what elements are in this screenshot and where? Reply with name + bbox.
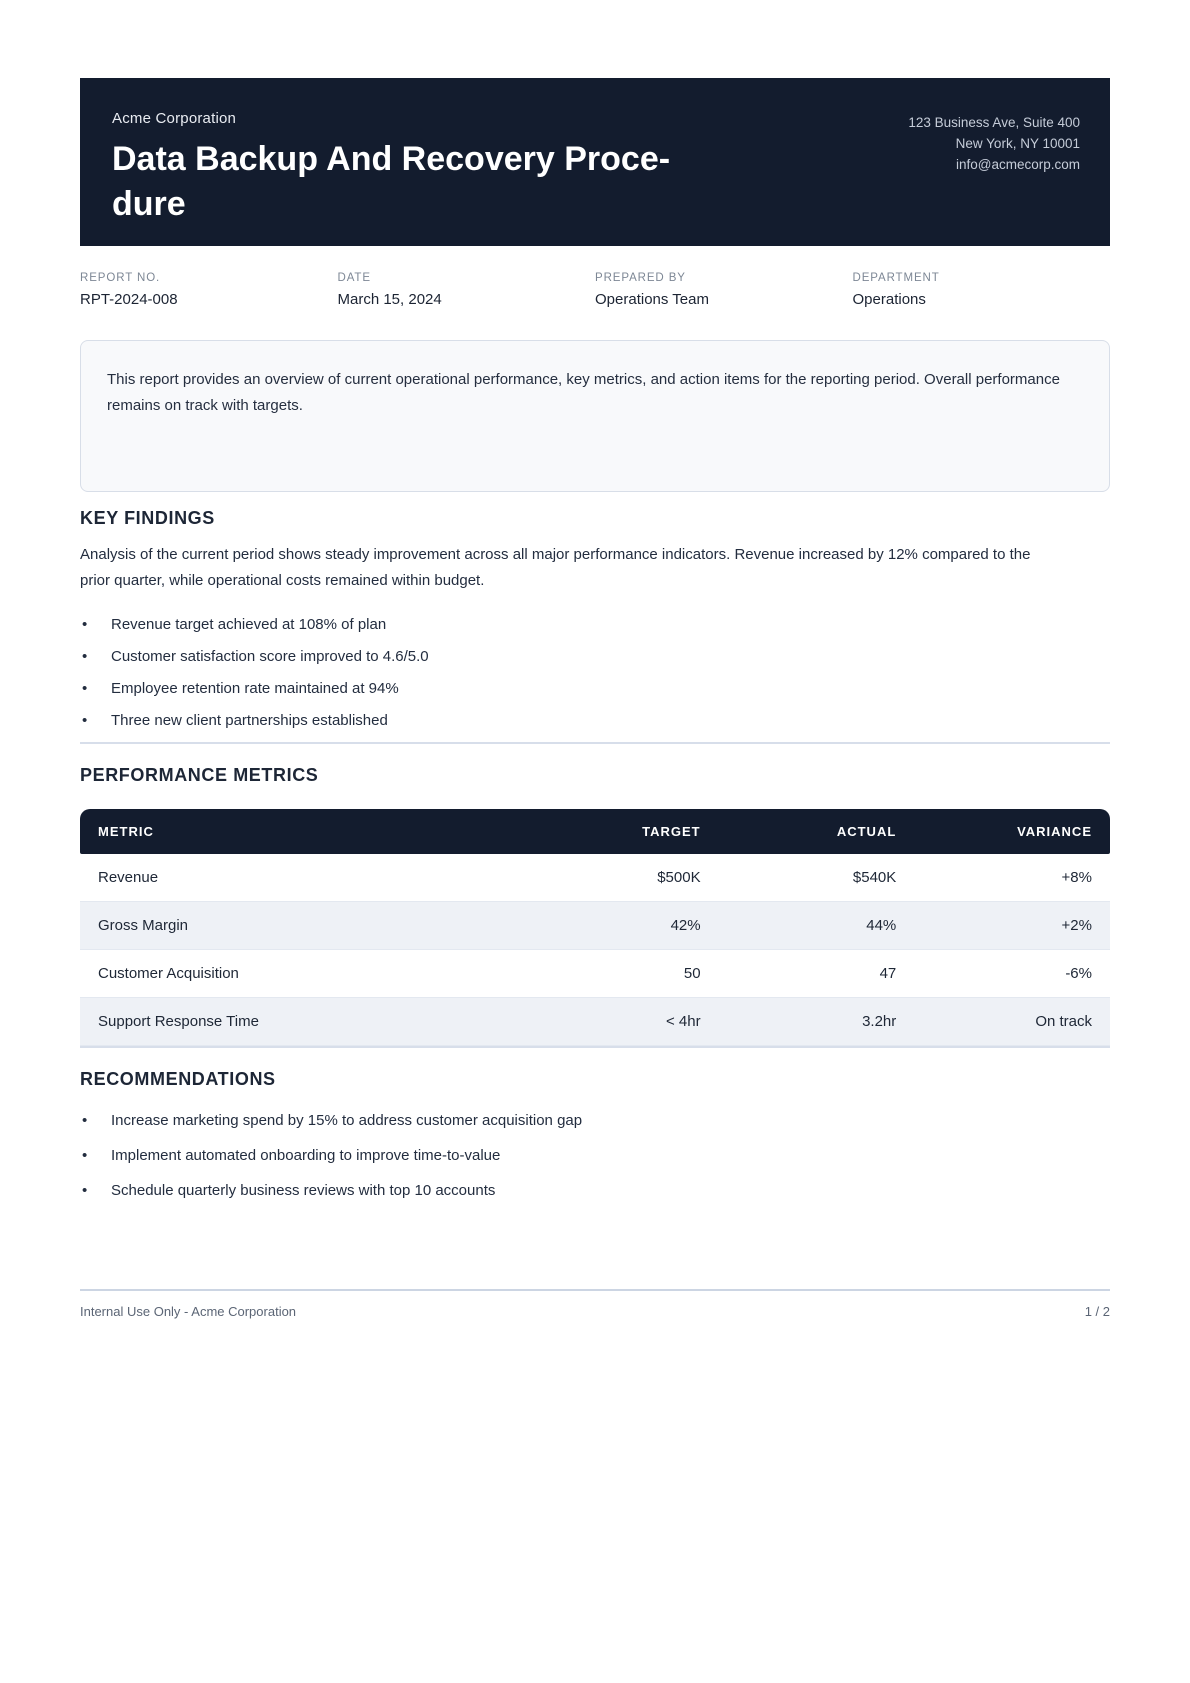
performance-metrics-section [80, 765, 1110, 1046]
column-header-variance: VARIANCE [914, 809, 1110, 854]
meta-field-date [338, 272, 596, 308]
footer-classification: Internal Use Only - Acme Corporation [80, 1304, 297, 1319]
company-address [908, 112, 1080, 175]
cell-variance: On track [914, 998, 1110, 1046]
cell-variance: +2% [914, 902, 1110, 950]
cell-variance: -6% [914, 950, 1110, 998]
meta-label: REPORT NO. [80, 272, 161, 284]
table-row [80, 902, 1110, 950]
report-meta-row [80, 272, 1110, 308]
cell-metric: Support Response Time [80, 998, 523, 1046]
cell-metric: Customer Acquisition [80, 950, 523, 998]
page-number: 1 / 2 [1084, 1304, 1110, 1319]
recommendations-section [80, 1069, 1110, 1201]
report-header [80, 78, 1110, 246]
cell-actual: 44% [719, 902, 915, 950]
metrics-table-body [80, 854, 1110, 1046]
recommendation-item: • Schedule quarterly business reviews with top 10 accounts [80, 1180, 1110, 1201]
report-title-line1: Data Backup And Recovery Proce- [112, 140, 671, 178]
summary-box [80, 340, 1110, 492]
recommendations-heading: RECOMMENDATIONS [80, 1069, 276, 1089]
cell-metric: Gross Margin [80, 902, 523, 950]
meta-field-prepared-by [595, 272, 853, 308]
summary-text: This report provides an overview of current operational performance, key metrics, and action items for the reporting period. Overall performance remains on track with targets. [107, 371, 1060, 414]
table-row [80, 854, 1110, 902]
column-header-target: TARGET [523, 809, 719, 854]
key-findings-list [80, 614, 1110, 731]
page-footer [80, 1289, 1110, 1319]
meta-label: DATE [337, 272, 371, 284]
metrics-table-header [80, 809, 1110, 854]
cell-actual: $540K [719, 854, 915, 902]
meta-value: Operations Team [595, 291, 709, 308]
report-title [112, 137, 832, 227]
footer-divider [80, 1289, 1110, 1291]
address-line-city: New York, NY 10001 [955, 136, 1080, 151]
address-line-email: info@acmecorp.com [956, 157, 1080, 172]
cell-actual: 47 [719, 950, 915, 998]
report-title-line2: dure [112, 185, 186, 223]
section-divider [80, 1046, 1110, 1048]
address-line-street: 123 Business Ave, Suite 400 [908, 115, 1080, 130]
cell-target: 50 [523, 950, 719, 998]
cell-actual: 3.2hr [719, 998, 915, 1046]
performance-metrics-heading: PERFORMANCE METRICS [80, 765, 319, 785]
cell-target: $500K [523, 854, 719, 902]
column-header-metric: METRIC [80, 809, 523, 854]
cell-metric: Revenue [80, 854, 523, 902]
finding-item: • Employee retention rate maintained at 94% [80, 678, 1110, 699]
table-row [80, 998, 1110, 1046]
recommendations-list [80, 1110, 1110, 1201]
meta-value: March 15, 2024 [337, 291, 442, 308]
meta-label: PREPARED BY [595, 272, 686, 284]
finding-item: • Customer satisfaction score improved to 4.6/5.0 [80, 646, 1110, 667]
cell-variance: +8% [914, 854, 1110, 902]
key-findings-paragraph: Analysis of the current period shows steady improvement across all major performance indicators. Revenue increased by 12% compared to the prior quarter, while operational costs remained within budget. [80, 546, 1031, 589]
meta-label: DEPARTMENT [852, 272, 940, 284]
finding-item: • Three new client partnerships established [80, 710, 1110, 731]
metrics-table [80, 809, 1110, 1046]
meta-value: Operations [852, 291, 926, 308]
key-findings-section [80, 508, 1110, 731]
column-header-actual: ACTUAL [719, 809, 915, 854]
key-findings-heading: KEY FINDINGS [80, 508, 215, 528]
footer-row [80, 1304, 1110, 1319]
meta-field-department [853, 272, 1111, 308]
table-row [80, 950, 1110, 998]
table-header-row [80, 809, 1110, 854]
company-name: Acme Corporation [112, 110, 237, 127]
meta-field-report-no [80, 272, 338, 308]
meta-value: RPT-2024-008 [80, 291, 178, 308]
section-divider [80, 742, 1110, 744]
cell-target: 42% [523, 902, 719, 950]
cell-target: < 4hr [523, 998, 719, 1046]
recommendation-item: • Increase marketing spend by 15% to address customer acquisition gap [80, 1110, 1110, 1131]
recommendation-item: • Implement automated onboarding to improve time-to-value [80, 1145, 1110, 1166]
finding-item: • Revenue target achieved at 108% of plan [80, 614, 1110, 635]
